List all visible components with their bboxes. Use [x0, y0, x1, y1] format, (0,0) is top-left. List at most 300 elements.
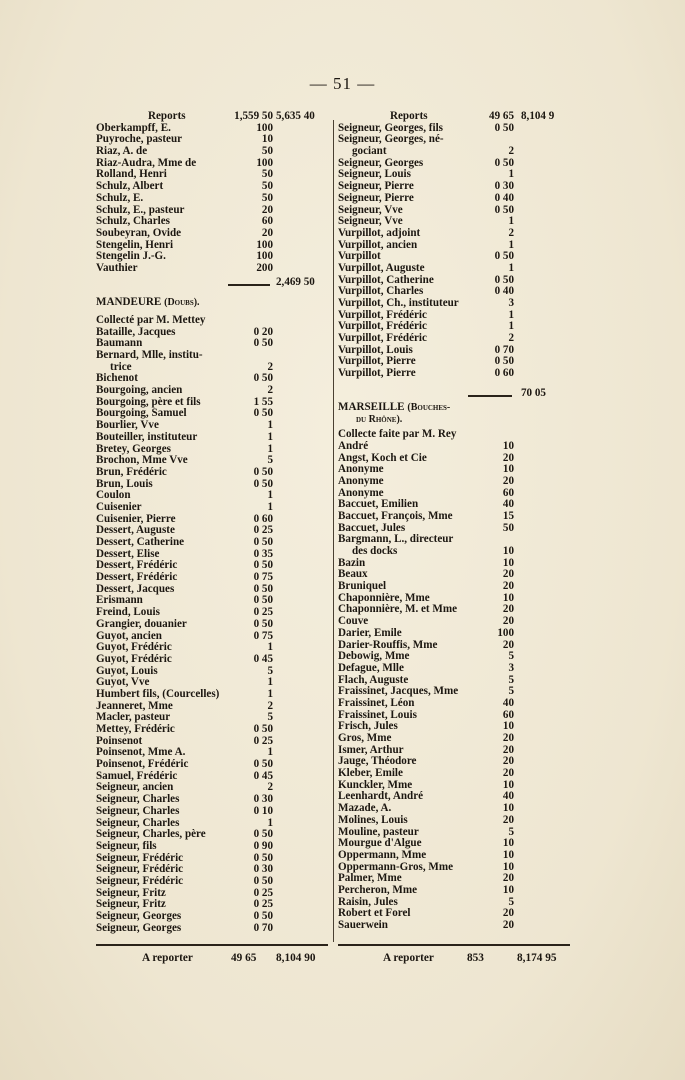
list-item	[96, 502, 332, 514]
donor-name: Sauerwein	[338, 919, 388, 931]
donation-amount: 0 50	[253, 477, 273, 490]
list-item	[96, 654, 332, 666]
donation-amount: 60	[502, 708, 514, 721]
donor-name: Bourlier, Vve	[96, 419, 159, 432]
donation-amount: 20	[502, 615, 514, 628]
donation-amount: 20	[502, 603, 514, 616]
donor-name: Fraissinet, Louis	[338, 708, 417, 721]
donor-name: Schulz, E.	[96, 191, 144, 204]
page-number: — 51 —	[309, 74, 376, 93]
list-item	[338, 476, 570, 488]
list-item	[96, 806, 332, 818]
donation-amount: 5	[267, 454, 273, 467]
list-item	[338, 663, 570, 675]
donor-name: Bernard, Mlle, institu-	[96, 349, 203, 361]
donation-amount: 100	[256, 121, 273, 134]
section-dept-2: du Rhône).	[356, 413, 403, 425]
donation-amount: 0 30	[494, 180, 514, 193]
donation-amount: 0 60	[253, 512, 273, 525]
donation-amount: 1	[267, 687, 273, 700]
donor-name: Mazade, A.	[338, 802, 392, 815]
donor-name: Guyot, Louis	[96, 664, 158, 677]
donation-amount: 40	[502, 696, 514, 709]
donation-amount: 10	[502, 545, 514, 557]
donor-name: Cuisenier, Pierre	[96, 512, 176, 525]
donation-amount: 0 50	[253, 828, 273, 841]
donor-name: Kleber, Emile	[338, 767, 403, 780]
donor-name: Mettey, Frédéric	[96, 723, 175, 735]
donation-amount: 10	[502, 802, 514, 815]
list-item	[338, 368, 570, 380]
donation-amount: 0 50	[253, 874, 273, 887]
donation-amount: 0 70	[494, 343, 514, 356]
list-item	[96, 479, 332, 491]
donor-name: Debowig, Mme	[338, 650, 410, 663]
donation-amount: 0 75	[253, 629, 273, 642]
collected-by: Collecte faite par M. Rey	[338, 427, 457, 440]
donor-name: Bazin	[338, 556, 366, 569]
donor-name: trice	[110, 360, 132, 373]
donor-name: Brochon, Mme Vve	[96, 454, 188, 467]
donation-amount: 10	[502, 591, 514, 604]
donor-name: Bruniquel	[338, 580, 387, 593]
donor-name: Bourgoing, Samuel	[96, 407, 187, 420]
list-item	[96, 537, 332, 549]
donation-amount: 5	[508, 685, 514, 698]
donor-name: Soubeyran, Ovide	[96, 226, 182, 239]
donor-name: Bourgoing, ancien	[96, 384, 183, 397]
donation-amount: 0 25	[253, 886, 273, 899]
donor-name: Dessert, Elise	[96, 547, 160, 560]
collected-by: Collecté par M. Mettey	[96, 313, 206, 326]
donor-name: Poinsenot	[96, 734, 143, 747]
donor-name: Vurpillot, adjoint	[338, 226, 421, 239]
donor-name: Seigneur, Georges	[96, 910, 182, 922]
reports-total: 8,104 9	[521, 110, 555, 122]
donor-name: Dessert, Frédéric	[96, 571, 178, 584]
list-item	[338, 581, 570, 593]
donor-name: Anonyme	[338, 463, 384, 476]
donor-name: Grangier, douanier	[96, 617, 187, 630]
donor-name: Seigneur, Frédéric	[96, 874, 184, 887]
list-item	[338, 604, 570, 616]
list-item	[338, 558, 570, 570]
left-column	[96, 111, 332, 934]
donor-name: Mourgue d'Algue	[338, 837, 422, 850]
donation-amount: 10	[502, 860, 514, 873]
donation-amount: 50	[261, 191, 273, 204]
donor-name: Rolland, Henri	[96, 168, 167, 181]
donation-amount: 100	[256, 238, 273, 251]
donor-name: André	[338, 439, 369, 452]
donor-name: Seigneur, Charles, père	[96, 828, 206, 841]
donor-name: Riaz, A. de	[96, 145, 148, 158]
donation-amount: 20	[502, 732, 514, 744]
list-item	[96, 432, 332, 444]
donation-amount: 40	[502, 790, 514, 803]
donor-name: Coulon	[96, 489, 131, 502]
reports-amount: 49 65	[489, 110, 514, 122]
donor-name: Baumann	[96, 337, 143, 350]
donation-amount: 3	[508, 297, 514, 309]
donation-amount: 1	[508, 168, 514, 181]
list-item	[96, 841, 332, 853]
donation-amount: 2	[267, 781, 273, 794]
donor-name: gociant	[352, 145, 387, 158]
right-column	[338, 111, 570, 932]
donor-name: Percheron, Mme	[338, 883, 418, 896]
donation-amount: 0 50	[253, 465, 273, 478]
reports-row	[96, 111, 332, 123]
donation-amount: 0 70	[253, 921, 273, 934]
donation-amount: 0 75	[253, 571, 273, 584]
donor-name: Defague, Mlle	[338, 661, 404, 674]
subtotal-row	[338, 380, 570, 399]
donation-amount: 50	[502, 521, 514, 534]
donation-amount: 0 50	[494, 273, 514, 286]
donor-name: Raisin, Jules	[338, 895, 398, 908]
donation-amount: 20	[502, 872, 514, 885]
donation-amount: 1	[508, 261, 514, 274]
donation-amount: 0 50	[253, 582, 273, 595]
donation-amount: 1	[508, 238, 514, 251]
footer-total: 8,104 90	[276, 952, 316, 964]
list-item	[338, 920, 570, 932]
list-item	[96, 724, 332, 736]
section-dept: (Bouches-	[407, 401, 451, 413]
list-item	[338, 850, 570, 862]
donation-amount: 20	[502, 907, 514, 920]
donation-amount: 1	[267, 676, 273, 689]
donation-amount: 100	[256, 250, 273, 263]
donation-amount: 0 50	[253, 536, 273, 548]
footer-rule	[96, 944, 328, 946]
donation-amount: 60	[261, 215, 273, 228]
donation-amount: 50	[261, 145, 273, 158]
donation-amount: 10	[502, 720, 514, 733]
donor-name: Jeanneret, Mme	[96, 699, 173, 712]
list-item	[96, 385, 332, 397]
donation-amount: 10	[502, 848, 514, 861]
donor-name: Schulz, E., pasteur	[96, 203, 185, 216]
donation-amount: 0 50	[253, 723, 273, 735]
list-item	[96, 572, 332, 584]
donation-amount: 5	[508, 673, 514, 686]
donor-name: Vurpillot, Pierre	[338, 355, 416, 368]
donation-amount: 2	[508, 332, 514, 345]
donation-amount: 100	[256, 156, 273, 169]
list-item	[96, 911, 332, 923]
donor-name: Vurpillot, Charles	[338, 285, 424, 298]
donation-amount: 0 30	[253, 863, 273, 876]
list-item	[96, 923, 332, 935]
list-item	[338, 511, 570, 523]
donation-amount: 0 25	[253, 898, 273, 911]
donor-name: Seigneur, Georges	[96, 921, 182, 934]
donation-amount: 10	[502, 463, 514, 476]
list-item	[96, 876, 332, 888]
donor-name: Bretey, Georges	[96, 442, 171, 455]
donor-name: Darier-Rouffis, Mme	[338, 638, 438, 651]
donor-name: Leenhardt, André	[338, 790, 424, 803]
donation-amount: 0 50	[494, 156, 514, 169]
donor-name: Baccuet, François, Mme	[338, 509, 453, 522]
donor-name: Baccuet, Jules	[338, 521, 406, 534]
donation-amount: 0 35	[253, 547, 273, 560]
donation-amount: 1	[267, 442, 273, 455]
donor-name: Frisch, Jules	[338, 720, 398, 733]
donor-name: Poinsenot, Mme A.	[96, 746, 186, 759]
donor-name: Guyot, Vve	[96, 676, 150, 689]
donation-amount: 20	[502, 638, 514, 651]
donor-name: Vurpillot, Frédéric	[338, 308, 427, 321]
donor-name: Seigneur, Georges, fils	[338, 121, 443, 134]
donation-amount: 10	[502, 778, 514, 791]
donation-amount: 0 50	[253, 372, 273, 385]
donation-amount: 5	[508, 895, 514, 908]
donor-name: Vurpillot, Ch., instituteur	[338, 297, 459, 309]
donor-name: Vurpillot	[338, 250, 381, 263]
reports-total: 5,635 40	[276, 110, 315, 122]
donation-amount: 20	[502, 919, 514, 931]
donation-amount: 20	[261, 226, 273, 239]
donation-amount: 2	[508, 145, 514, 158]
list-item	[96, 689, 332, 701]
donation-amount: 5	[267, 711, 273, 724]
donor-name: Humbert fils, (Courcelles)	[96, 687, 220, 700]
donation-amount: 0 50	[253, 758, 273, 771]
donation-amount: 0 50	[253, 594, 273, 607]
donor-name: Molines, Louis	[338, 813, 408, 826]
list-item	[96, 193, 332, 205]
donor-name: Vurpillot, Louis	[338, 343, 413, 356]
list-item	[338, 193, 570, 205]
donor-name: Seigneur, Charles	[96, 816, 180, 829]
column-divider	[333, 120, 334, 942]
donation-amount: 1	[508, 320, 514, 333]
donation-amount: 20	[502, 743, 514, 756]
donation-amount: 5	[508, 825, 514, 838]
list-item	[338, 733, 570, 745]
donor-name: Seigneur, Pierre	[338, 191, 414, 204]
donation-amount: 0 50	[253, 851, 273, 864]
donor-name: Bourgoing, père et fils	[96, 395, 201, 408]
subtotal: 2,469 50	[276, 275, 315, 288]
donation-amount: 0 25	[253, 524, 273, 537]
donor-name: Seigneur, Frédéric	[96, 851, 184, 864]
donation-amount: 10	[261, 133, 273, 146]
section-name: MARSEILLE	[338, 400, 405, 413]
donation-amount: 0 20	[253, 325, 273, 338]
reports-label: Reports	[148, 110, 186, 122]
donor-name: Seigneur, Frédéric	[96, 863, 184, 876]
donation-amount: 20	[261, 203, 273, 216]
donor-name: Vurpillot, Auguste	[338, 261, 425, 274]
donation-amount: 10	[502, 439, 514, 452]
reports-label: Reports	[390, 110, 428, 122]
donation-amount: 10	[502, 837, 514, 850]
donor-name: Vurpillot, ancien	[338, 238, 418, 251]
section-dept-line2	[338, 414, 570, 426]
donor-name: Beaux	[338, 568, 368, 581]
donor-name: Flach, Auguste	[338, 673, 409, 686]
donor-name: Seigneur, Charles	[96, 793, 180, 806]
donor-name: Vurpillot, Frédéric	[338, 332, 427, 345]
donation-amount: 0 50	[253, 337, 273, 350]
donation-amount: 0 60	[494, 367, 514, 380]
donor-name: Oberkampff, E.	[96, 121, 171, 134]
donation-amount: 0 45	[253, 769, 273, 782]
footer-amount: 853	[467, 952, 484, 964]
list-item	[96, 759, 332, 771]
donation-amount: 2	[267, 699, 273, 712]
list-item	[96, 228, 332, 240]
donation-amount: 1 55	[253, 395, 273, 408]
donor-name: Robert et Forel	[338, 907, 411, 920]
footer-label: A reporter	[383, 952, 434, 964]
donor-name: Kunckler, Mme	[338, 778, 413, 791]
donor-name: Chaponnière, Mme	[338, 591, 430, 604]
donor-name: Anonyme	[338, 486, 384, 499]
list-item	[338, 546, 570, 558]
donation-amount: 5	[267, 664, 273, 677]
donation-amount: 10	[502, 556, 514, 569]
subtotal-rule	[228, 284, 270, 286]
section-dept: (Doubs).	[164, 296, 200, 308]
donation-amount: 0 50	[253, 407, 273, 420]
donor-name: Seigneur, Fritz	[96, 886, 166, 899]
section-heading	[338, 402, 570, 414]
reports-row	[338, 111, 570, 123]
donor-name: Vauthier	[96, 261, 138, 274]
donation-amount: 0 50	[253, 910, 273, 922]
donor-name: Freind, Louis	[96, 606, 160, 619]
donation-amount: 60	[502, 486, 514, 499]
list-item	[96, 467, 332, 479]
donor-name: Seigneur, Louis	[338, 168, 411, 181]
list-item	[338, 333, 570, 345]
subtotal-row	[96, 275, 332, 289]
donor-name: Vurpillot, Frédéric	[338, 320, 427, 333]
list-item	[338, 298, 570, 310]
donation-amount: 0 50	[494, 121, 514, 134]
donation-amount: 1	[267, 419, 273, 432]
donation-amount: 20	[502, 813, 514, 826]
donor-name: Cuisenier	[96, 500, 142, 513]
donation-amount: 50	[261, 168, 273, 181]
donation-amount: 2	[508, 226, 514, 239]
list-item	[338, 228, 570, 240]
donation-amount: 15	[502, 509, 514, 522]
list-item	[96, 146, 332, 158]
donation-amount: 1	[267, 746, 273, 759]
donation-amount: 1	[267, 500, 273, 513]
donor-name: Dessert, Frédéric	[96, 559, 178, 572]
donor-name: Dessert, Catherine	[96, 536, 185, 548]
donor-name: Chaponnière, M. et Mme	[338, 603, 458, 616]
donation-amount: 1	[267, 641, 273, 654]
donor-name: Anonyme	[338, 474, 384, 487]
donation-amount: 1	[267, 430, 273, 443]
donation-amount: 20	[502, 474, 514, 487]
donation-amount: 1	[508, 215, 514, 228]
donor-name: Palmer, Mme	[338, 872, 402, 885]
donor-name: Couve	[338, 615, 369, 628]
donation-amount: 100	[497, 626, 514, 639]
donation-amount: 20	[502, 580, 514, 593]
donor-name: Guyot, Frédéric	[96, 652, 172, 665]
footer-amount: 49 65	[231, 952, 257, 964]
list-item	[338, 441, 570, 453]
donor-name: Seigneur, ancien	[96, 781, 174, 794]
donor-name: Seigneur, Georges	[338, 156, 424, 169]
donation-amount: 200	[256, 261, 273, 274]
donation-amount: 1	[508, 308, 514, 321]
donation-amount: 0 25	[253, 734, 273, 747]
donation-amount: 0 10	[253, 804, 273, 817]
donation-amount: 5	[508, 650, 514, 663]
donor-name: Vurpillot, Catherine	[338, 273, 434, 286]
footer-rule	[338, 944, 570, 946]
donation-amount: 0 50	[494, 250, 514, 263]
donor-name: des docks	[352, 545, 398, 557]
donation-amount: 0 30	[253, 793, 273, 806]
donor-name: Poinsenot, Frédéric	[96, 758, 189, 771]
donor-name: Seigneur, Pierre	[338, 180, 414, 193]
donor-name: Erismann	[96, 594, 143, 607]
list-item	[338, 628, 570, 640]
donor-name: Gros, Mme	[338, 732, 392, 744]
donation-amount: 0 45	[253, 652, 273, 665]
donation-amount: 20	[502, 767, 514, 780]
donor-name: Ismer, Arthur	[338, 743, 404, 756]
donor-name: Oppermann, Mme	[338, 848, 427, 861]
donor-name: Puyroche, pasteur	[96, 133, 183, 146]
donation-amount: 20	[502, 755, 514, 768]
donor-name: Bichenot	[96, 372, 138, 385]
section-name: MANDEURE	[96, 295, 162, 308]
donation-amount: 0 90	[253, 839, 273, 852]
donor-name: Guyot, Frédéric	[96, 641, 172, 654]
donor-name: Bouteiller, instituteur	[96, 430, 198, 443]
subtotal-rule	[468, 395, 512, 397]
donation-amount: 0 40	[494, 191, 514, 204]
donor-name: Brun, Frédéric	[96, 465, 167, 478]
donor-name: Seigneur, fils	[96, 839, 157, 852]
list-item	[96, 350, 332, 362]
donor-name: Mouline, pasteur	[338, 825, 419, 838]
donor-name: Bargmann, L., directeur	[338, 533, 454, 546]
donor-name: Vurpillot, Pierre	[338, 367, 416, 380]
donor-name: Seigneur, Vve	[338, 203, 403, 216]
donation-amount: 0 25	[253, 606, 273, 619]
subtotal: 70 05	[521, 386, 546, 399]
donor-name: Samuel, Frédéric	[96, 769, 178, 782]
footer-label: A reporter	[142, 952, 193, 964]
donor-name: Schulz, Charles	[96, 215, 170, 228]
donor-name: Stengelin J.-G.	[96, 250, 166, 263]
donor-name: Fraissinet, Jacques, Mme	[338, 685, 459, 698]
donor-name: Oppermann-Gros, Mme	[338, 860, 454, 873]
list-item	[338, 698, 570, 710]
reports-amount: 1,559 50	[234, 110, 273, 122]
donor-name: Riaz-Audra, Mme de	[96, 156, 197, 169]
donor-name: Jauge, Théodore	[338, 755, 417, 768]
donation-amount: 20	[502, 451, 514, 464]
donor-name: Macler, pasteur	[96, 711, 171, 724]
donation-amount: 3	[508, 661, 514, 674]
list-item	[96, 619, 332, 631]
